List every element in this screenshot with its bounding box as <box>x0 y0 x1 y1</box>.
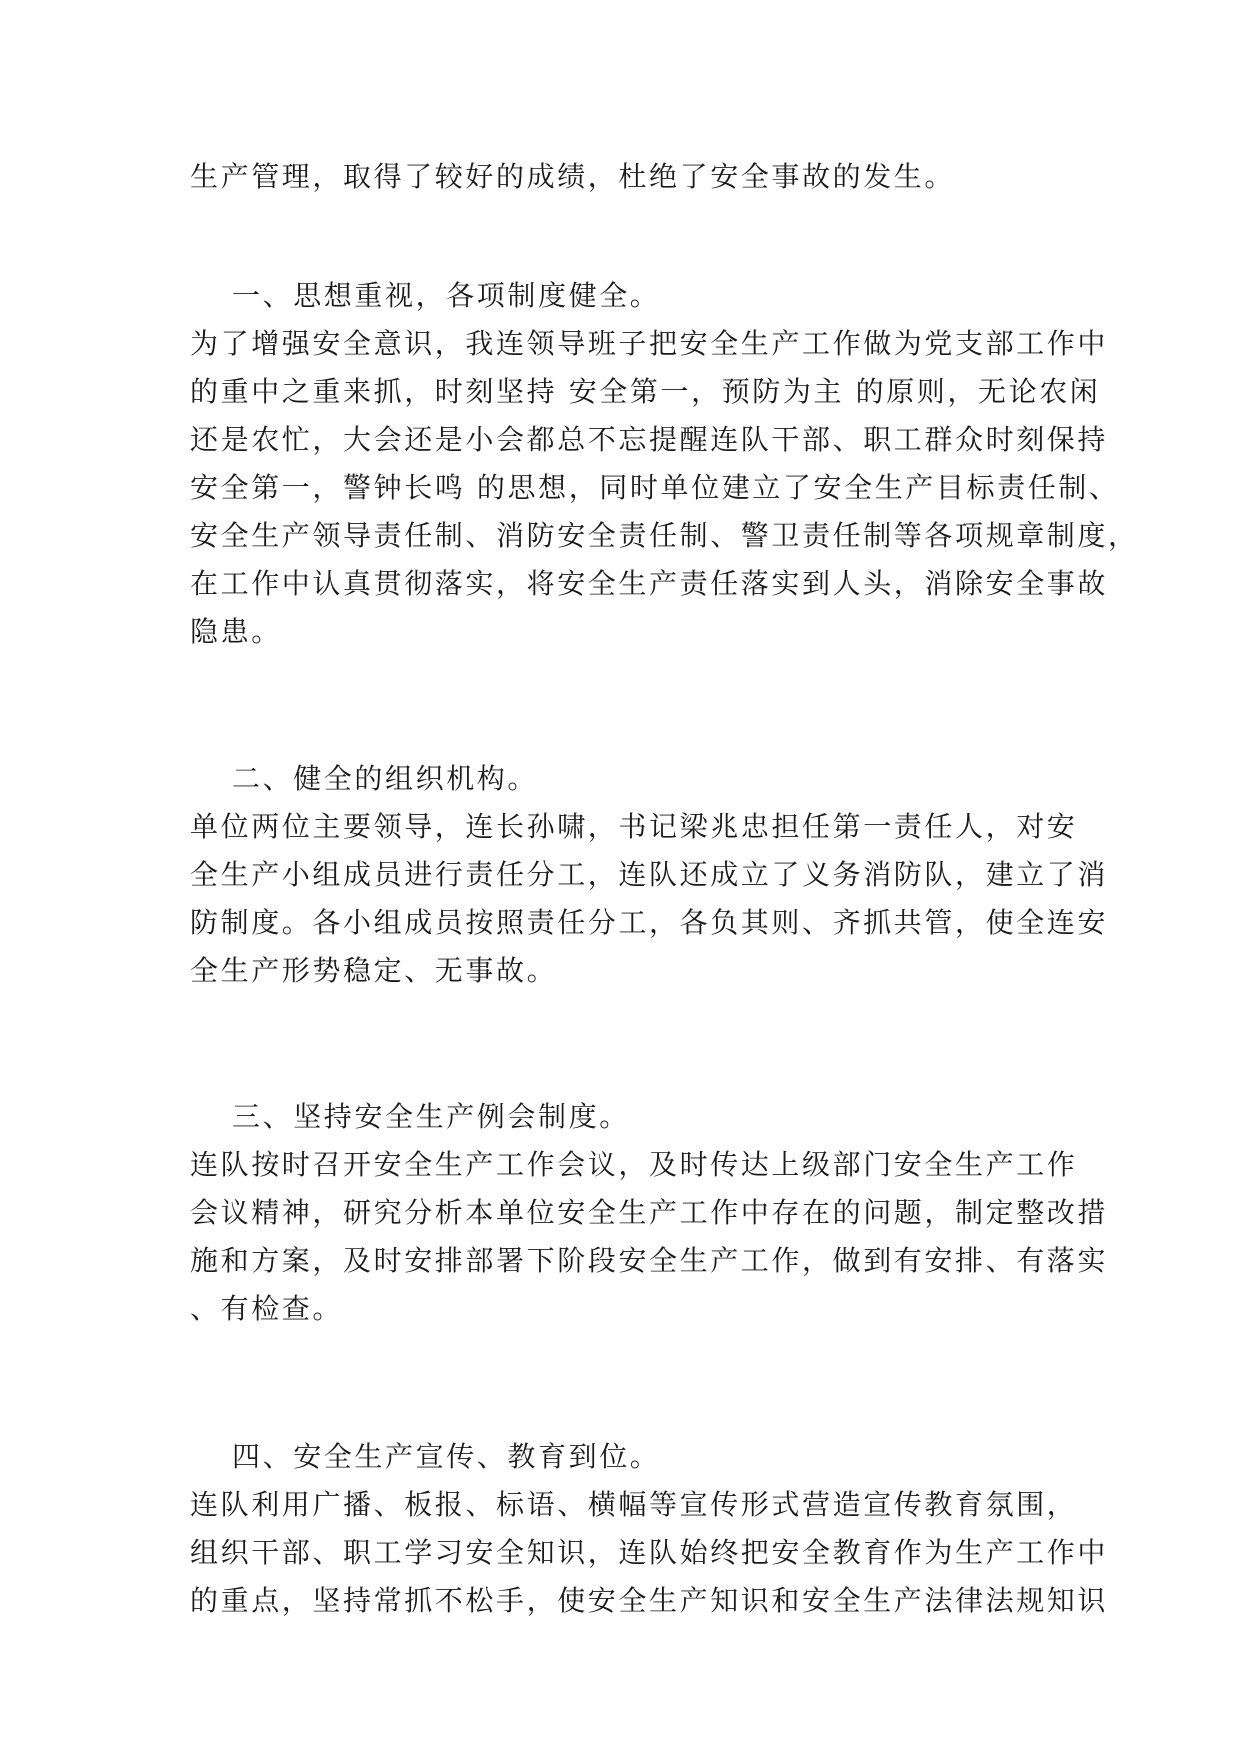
paragraph-line: 连队利用广播、板报、标语、横幅等宣传形式营造宣传教育氛围， <box>190 1488 1078 1521</box>
paragraph-line: 全生产形势稳定、无事故。 <box>190 954 558 987</box>
section-heading-3: 三、坚持安全生产例会制度。 <box>232 1100 630 1133</box>
paragraph-line: 生产管理，取得了较好的成绩，杜绝了安全事故的发生。 <box>190 160 956 193</box>
paragraph-line: 安全第一，警钟长鸣 的思想，同时单位建立了安全生产目标责任制、 <box>190 471 1120 504</box>
paragraph-line: 安全生产领导责任制、消防安全责任制、警卫责任制等各项规章制度， <box>190 519 1139 552</box>
paragraph-line: 为了增强安全意识，我连领导班子把安全生产工作做为党支部工作中 <box>190 327 1109 360</box>
paragraph-line: 施和方案，及时安排部署下阶段安全生产工作，做到有安排、有落实 <box>190 1244 1109 1277</box>
paragraph-line: 连队按时召开安全生产工作会议，及时传达上级部门安全生产工作 <box>190 1148 1078 1181</box>
paragraph-line: 在工作中认真贯彻落实，将安全生产责任落实到人头，消除安全事故 <box>190 567 1109 600</box>
section-heading-1: 一、思想重视，各项制度健全。 <box>232 279 661 312</box>
paragraph-line: 防制度。各小组成员按照责任分工，各负其则、齐抓共管，使全连安 <box>190 906 1109 939</box>
paragraph-line: 全生产小组成员进行责任分工，连队还成立了义务消防队，建立了消 <box>190 858 1109 891</box>
paragraph-line: 的重点，坚持常抓不松手，使安全生产知识和安全生产法律法规知识 <box>190 1584 1109 1617</box>
paragraph-line: 、有检查。 <box>190 1292 344 1325</box>
section-heading-2: 二、健全的组织机构。 <box>232 762 539 795</box>
section-heading-4: 四、安全生产宣传、教育到位。 <box>232 1440 661 1473</box>
paragraph-line: 还是农忙，大会还是小会都总不忘提醒连队干部、职工群众时刻保持 <box>190 423 1109 456</box>
paragraph-line: 会议精神，研究分析本单位安全生产工作中存在的问题，制定整改措 <box>190 1196 1109 1229</box>
paragraph-line: 隐患。 <box>190 615 282 648</box>
paragraph-line: 的重中之重来抓，时刻坚持 安全第一，预防为主 的原则，无论农闲 <box>190 375 1101 408</box>
paragraph-line: 组织干部、职工学习安全知识，连队始终把安全教育作为生产工作中 <box>190 1536 1109 1569</box>
paragraph-line: 单位两位主要领导，连长孙啸，书记梁兆忠担任第一责任人，对安 <box>190 810 1078 843</box>
